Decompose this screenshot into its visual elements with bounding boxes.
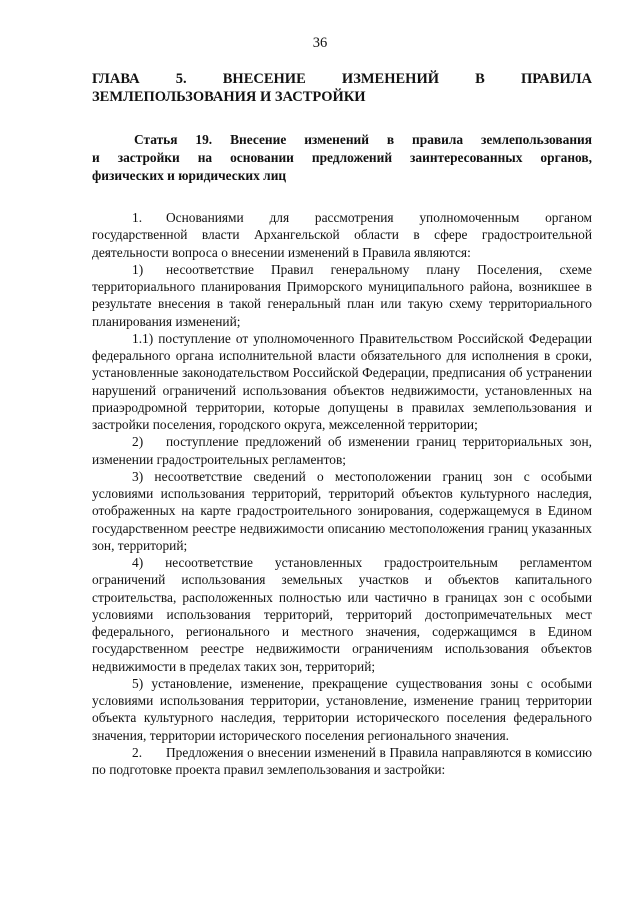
article-title-line-3: физических и юридических лиц xyxy=(92,168,287,183)
paragraph-text: Основаниями для рассмотрения уполномоченным органом государственной власти Архангельской области в сфере градостроительной деятельности вопроса о внесении изменений в Правила являются: xyxy=(92,210,592,260)
paragraph-number: 2) xyxy=(132,434,144,450)
subparagraph-1 xyxy=(92,261,592,330)
paragraph-number: 2. xyxy=(132,744,143,760)
subparagraph-5 xyxy=(92,675,592,744)
paragraph-text: 5) установление, изменение, прекращение существования зоны с особыми условиями использования территории, установление, изменение границ территории объекта культурного наследия, территории исторического поселения федерального значения, территории исторического поселения регионального значения. xyxy=(92,675,592,743)
paragraph-text: поступление предложений об изменении границ территориальных зон, изменении градостроительных регламентов; xyxy=(92,434,592,467)
article-title xyxy=(92,131,592,185)
paragraph-text: 4) несоответствие установленных градостроительным регламентом ограничений использования земельных участков и объектов капитального строительства, расположенных полностью или частично в границах зон с особыми условиями использования территорий, территорий достопримечательных мест федерального, регионального и местного значения, содержащимся в Едином государственном реестре недвижимости ограничениям использования объектов недвижимости в пределах таких зон, территорий; xyxy=(92,555,592,674)
subparagraph-4 xyxy=(92,554,592,675)
paragraph-text: 1.1) поступление от уполномоченного Правительством Российской Федерации федерального органа исполнительной власти обязательного для исполнения в сроки, установленные законодательством Российской Федерации, предписания об устранении нарушений ограничений использования объектов недвижимости, установленных на приаэродромной территории, которые допущены в правилах землепользования и застройки поселения, городского округа, межселенной территории; xyxy=(92,330,592,432)
paragraph-2 xyxy=(92,744,592,779)
paragraph-text: несоответствие Правил генеральному плану Поселения, схеме территориального планирования Приморского муниципального района, возникшее в результате внесения в такой генеральный план или такую схему территориального планирования изменений; xyxy=(92,261,592,329)
paragraph-1 xyxy=(92,209,592,261)
chapter-title-line-2: ЗЕМЛЕПОЛЬЗОВАНИЯ И ЗАСТРОЙКИ xyxy=(92,89,366,105)
page-number: 36 xyxy=(312,35,328,51)
paragraph-text: 3) несоответствие сведений о местоположении границ зон с особыми условиями использования территорий, территорий объектов культурного наследия, отображенных на карте градостроительного зонирования, содержащемуся в Едином государственном реестре недвижимости описанию местоположения границ указанных зон, территорий; xyxy=(92,468,592,553)
chapter-title-line-1: ГЛАВА 5. ВНЕСЕНИЕ ИЗМЕНЕНИЙ В ПРАВИЛА xyxy=(92,71,592,87)
subparagraph-3 xyxy=(92,468,592,554)
paragraph-number: 1) xyxy=(132,261,144,277)
subparagraph-1-1 xyxy=(92,330,592,434)
chapter-title xyxy=(92,70,592,106)
paragraph-number: 1. xyxy=(132,210,143,225)
article-title-line-2: и застройки на основании предложений заинтересованных органов, xyxy=(92,150,592,165)
article-title-line-1: Статья 19. Внесение изменений в правила землепользования xyxy=(134,132,592,147)
paragraph-text: Предложения о внесении изменений в Правила направляются в комиссию по подготовке проекта правил землепользования и застройки: xyxy=(92,744,592,777)
article-body xyxy=(92,209,592,778)
subparagraph-2 xyxy=(92,433,592,468)
